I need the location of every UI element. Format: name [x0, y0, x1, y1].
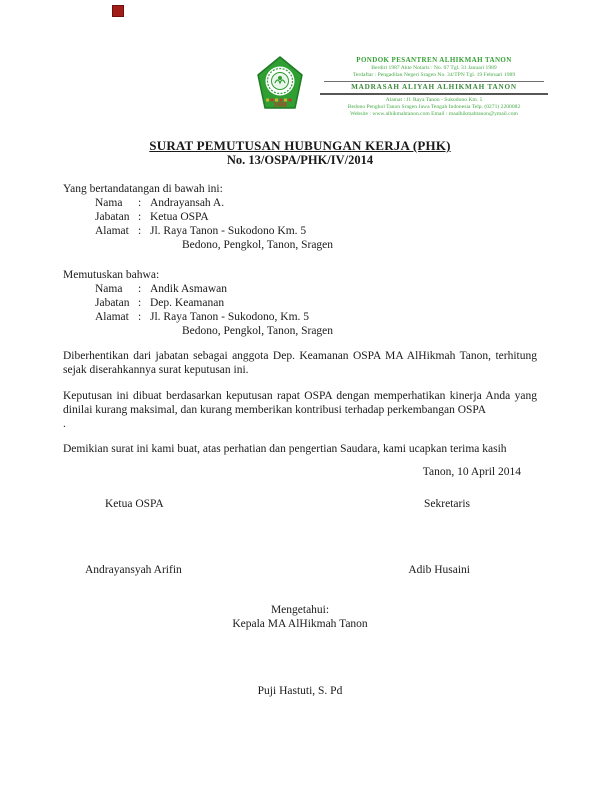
- acknowledgement-role: Kepala MA AlHikmah Tanon: [232, 618, 368, 630]
- letterhead-divider-thick: [320, 93, 548, 95]
- pentagon-emblem-icon: [256, 56, 304, 118]
- colon-separator: :: [138, 283, 142, 295]
- detail-row-address: [95, 310, 537, 324]
- paragraph-reason: Keputusan ini dibuat berdasarkan keputusan rapat OSPA dengan memperhatikan kinerja Anda yang dinilai kurang maksimal, dan kurang memberikan kontribusi terhadap perkembangan OSPA: [63, 390, 537, 416]
- detail-row-name: [95, 282, 537, 296]
- letter-body: [63, 182, 537, 698]
- paragraph-termination: Diberhentikan dari jabatan sebagai anggota Dep. Keamanan OSPA MA AlHikmah Tanon, terhitung sejak diserahkannya surat keputusan ini.: [63, 350, 537, 376]
- acknowledgement-name: Puji Hastuti, S. Pd: [257, 685, 343, 697]
- right-signature-role: Sekretaris: [424, 498, 470, 510]
- image-placeholder-marker: [112, 5, 124, 17]
- detail-row-name: [95, 196, 537, 210]
- signatory-details: [95, 196, 537, 252]
- signature-names-row: [63, 563, 537, 577]
- detail-value: Jl. Raya Tanon - Sukodono, Km. 5: [150, 311, 310, 323]
- letter-title-block: [0, 138, 600, 168]
- detail-value: Dep. Keamanan: [150, 297, 225, 309]
- letterhead-divider-thin: [324, 81, 544, 82]
- detail-label: Alamat: [95, 311, 129, 323]
- signatory-intro: Yang bertandatangan di bawah ini:: [63, 183, 223, 195]
- decision-intro: Memutuskan bahwa:: [63, 269, 160, 281]
- foundation-name: PONDOK PESANTREN ALHIKMAH TANON: [356, 56, 512, 64]
- letter-number: No. 13/OSPA/PHK/IV/2014: [226, 153, 374, 167]
- registration-line-1: Berdiri 1987 Akte Notaris : No. 07 Tgl. 31 Januari 1989: [371, 65, 497, 71]
- colon-separator: :: [138, 311, 142, 323]
- acknowledgement-label: Mengetahui:: [270, 604, 330, 616]
- colon-separator: :: [138, 211, 142, 223]
- right-signature-name: Adib Husaini: [408, 564, 470, 576]
- acknowledgement-block: [63, 603, 537, 631]
- letterhead-text: [318, 56, 550, 118]
- decision-details: [95, 282, 537, 338]
- school-logo: [256, 56, 304, 123]
- date-line: Tanon, 10 April 2014: [422, 466, 521, 478]
- letterhead-address-2: Bedono Pengkol Tanon Sragen Jawa Tengah Indonesia Telp. (0271) 2200082: [347, 104, 521, 110]
- detail-address-line2: Bedono, Pengkol, Tanon, Sragen: [182, 325, 334, 337]
- letterhead-address-3: Website : www.alhikmahtanon.com Email : maalhikmahtanon@ymail.com: [350, 111, 518, 117]
- detail-label: Jabatan: [95, 211, 130, 223]
- colon-separator: :: [138, 297, 142, 309]
- detail-label: Alamat: [95, 225, 129, 237]
- signature-roles-row: [63, 497, 537, 511]
- letterhead: [256, 56, 550, 123]
- logo-year-text: 1988: [273, 102, 287, 109]
- detail-label: Nama: [95, 283, 123, 295]
- detail-value: Jl. Raya Tanon - Sukodono Km. 5: [150, 225, 307, 237]
- colon-separator: :: [138, 225, 142, 237]
- left-signature-name: Andrayansyah Arifin: [85, 564, 182, 576]
- detail-address-line2: Bedono, Pengkol, Tanon, Sragen: [182, 239, 334, 251]
- paragraph-reason-trailing-period: .: [63, 418, 66, 430]
- detail-value: Ketua OSPA: [150, 211, 209, 223]
- detail-value: Andik Asmawan: [150, 283, 227, 295]
- detail-value: Andrayansah A.: [150, 197, 225, 209]
- school-name: MADRASAH ALIYAH ALHIKMAH TANON: [351, 83, 517, 91]
- detail-row-position: [95, 210, 537, 224]
- registration-line-2: Terdaftar : Pengadilan Negeri Sragen No. 34/TPN Tgl. 19 Februari 1989: [352, 72, 516, 78]
- left-signature-role: Ketua OSPA: [105, 498, 164, 510]
- colon-separator: :: [138, 197, 142, 209]
- detail-row-position: [95, 296, 537, 310]
- detail-row-address: [95, 224, 537, 238]
- detail-label: Jabatan: [95, 297, 130, 309]
- paragraph-closing: Demikian surat ini kami buat, atas perhatian dan pengertian Saudara, kami ucapkan terima kasih: [63, 443, 507, 455]
- letter-title: SURAT PEMUTUSAN HUBUNGAN KERJA (PHK): [149, 138, 451, 153]
- detail-label: Nama: [95, 197, 123, 209]
- letterhead-address-1: Alamat : Jl. Raya Tanon - Sukodono Km. 5: [385, 97, 483, 103]
